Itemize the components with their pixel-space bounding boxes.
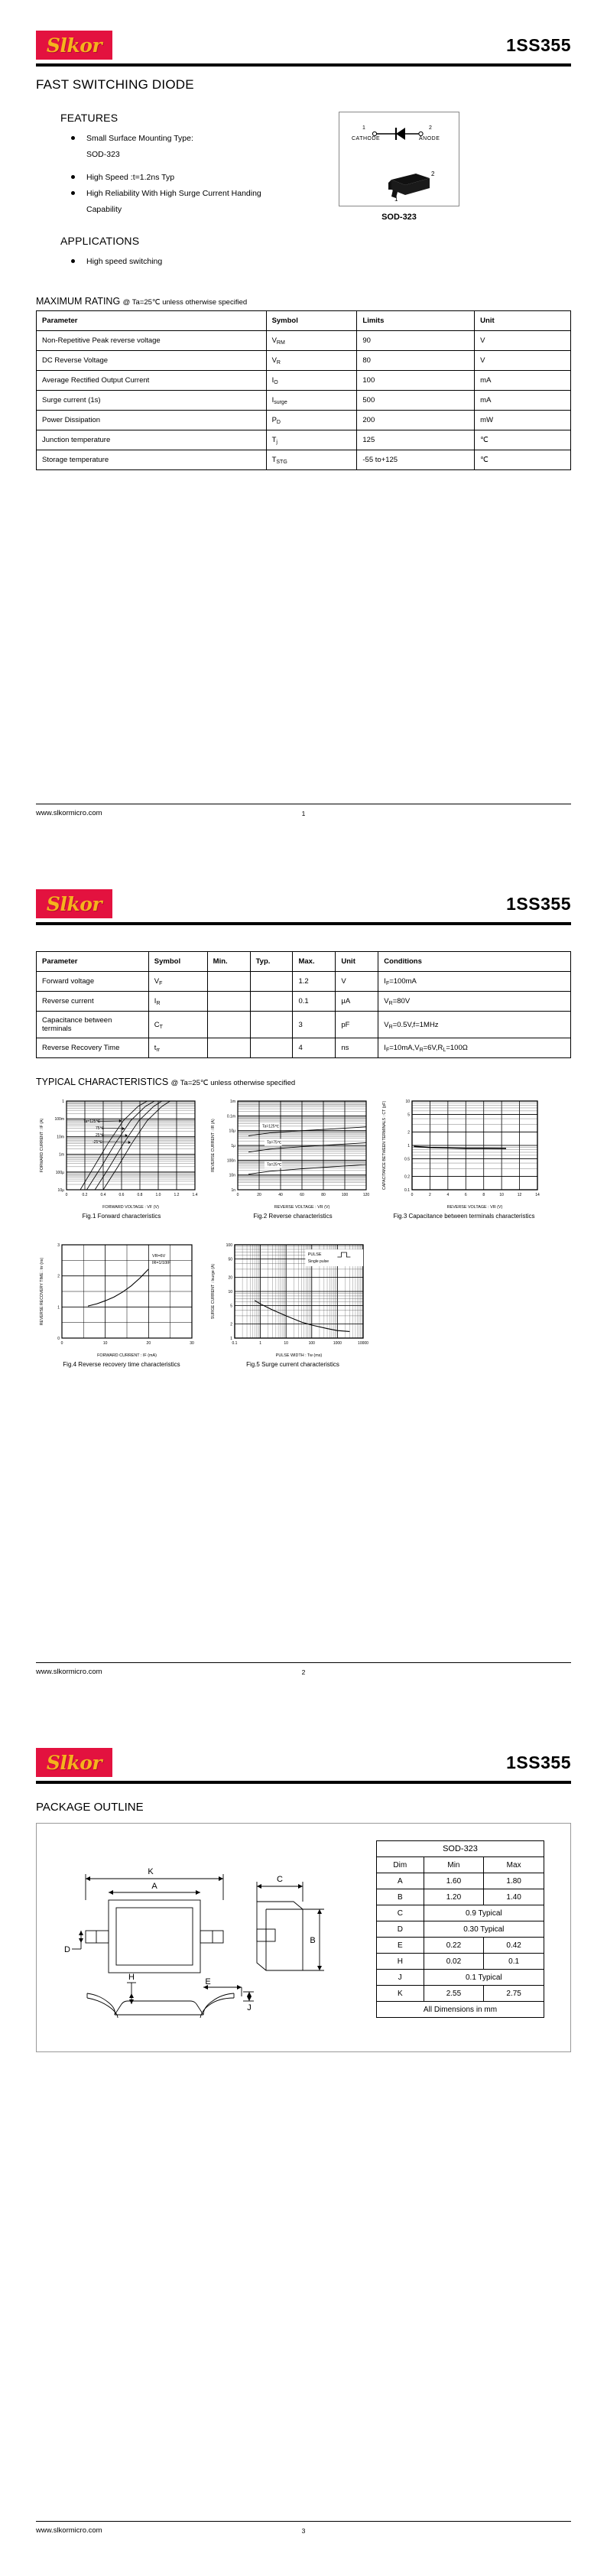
footer-page-number: 3	[301, 2526, 306, 2535]
table-row	[377, 1986, 544, 2002]
logo-text: Slkor	[46, 1751, 102, 1774]
svg-text:0.8: 0.8	[137, 1193, 143, 1197]
cell-limit: 200	[357, 411, 475, 430]
features-heading: FEATURES	[60, 112, 118, 124]
cell-limit: 500	[357, 391, 475, 411]
svg-text:30: 30	[190, 1341, 194, 1346]
figure-3	[378, 1095, 550, 1220]
cell-symbol: $C_T$	[148, 1012, 207, 1038]
svg-text:D: D	[64, 1945, 70, 1954]
dimension-table-note-row	[377, 2002, 544, 2018]
svg-text:REVERSE VOLTAGE : VR (V): REVERSE VOLTAGE : VR (V)	[446, 1205, 503, 1210]
cell-max: 0.1	[484, 1954, 544, 1970]
cell-unit: pF	[336, 1012, 378, 1038]
svg-text:1.4: 1.4	[192, 1193, 198, 1197]
page-header	[36, 1717, 571, 1777]
feature-continuation: Capability	[86, 205, 122, 214]
cell-symbol: $T_j$	[266, 430, 357, 450]
bullet-icon	[71, 191, 75, 195]
svg-text:2: 2	[407, 1130, 410, 1135]
table-row	[37, 411, 571, 430]
svg-text:1000: 1000	[333, 1341, 342, 1346]
svg-text:14: 14	[535, 1193, 540, 1197]
svg-text:REVERSE VOLTAGE : VR (V): REVERSE VOLTAGE : VR (V)	[274, 1205, 330, 1210]
svg-text:1m: 1m	[59, 1152, 64, 1158]
svg-text:20: 20	[257, 1193, 261, 1197]
cell-max: 0.1	[293, 992, 336, 1012]
cell-dim: B	[377, 1889, 424, 1905]
table-row	[377, 1954, 544, 1970]
cell-parameter: Capacitance between terminals	[37, 1012, 149, 1038]
cell-min: 0.22	[424, 1938, 484, 1954]
cell-limit: 125	[357, 430, 475, 450]
pin1-label: CATHODE	[352, 136, 381, 141]
cell-parameter: Reverse current	[37, 992, 149, 1012]
cell-min	[207, 972, 250, 992]
cell-dim: J	[377, 1970, 424, 1986]
svg-text:VR=6V: VR=6V	[152, 1254, 166, 1259]
cell-min	[207, 992, 250, 1012]
cell-symbol: $V_{RM}$	[266, 331, 357, 351]
col-header-min: Min	[424, 1857, 484, 1873]
dimension-table	[376, 1840, 544, 2018]
svg-text:0.2: 0.2	[404, 1174, 410, 1180]
table-row	[37, 331, 571, 351]
svg-text:6: 6	[464, 1193, 467, 1197]
svg-text:2: 2	[429, 1193, 431, 1197]
svg-text:CAPACITANCE BETWEEN TERMINAL: CAPACITANCE BETWEEN TERMINALS : CT (pF)	[382, 1100, 387, 1191]
col-header-dim: Dim	[377, 1857, 424, 1873]
cell-parameter: Storage temperature	[37, 450, 267, 470]
svg-text:0: 0	[60, 1341, 63, 1346]
cell-unit: mA	[475, 391, 571, 411]
dimension-table-title: SOD-323	[377, 1841, 544, 1857]
cell-unit: V	[475, 351, 571, 371]
chart-row-2	[36, 1237, 571, 1369]
svg-text:-25℃: -25℃	[93, 1140, 102, 1145]
svg-text:10n: 10n	[229, 1173, 235, 1178]
svg-text:10: 10	[499, 1193, 504, 1197]
page-footer	[36, 804, 571, 817]
cell-unit: V	[475, 331, 571, 351]
cell-typ	[250, 1012, 293, 1038]
col-header-parameter: Parameter	[37, 311, 267, 331]
part-number: 1SS355	[506, 1752, 571, 1772]
cell-symbol: $P_D$	[266, 411, 357, 430]
svg-text:0: 0	[236, 1193, 239, 1197]
svg-text:1.2: 1.2	[174, 1193, 180, 1197]
cell-unit: ℃	[475, 430, 571, 450]
fig3-chart	[378, 1095, 542, 1210]
svg-text:K: K	[148, 1867, 154, 1876]
svg-text:1: 1	[230, 1337, 232, 1341]
cell-max: 3	[293, 1012, 336, 1038]
fig4-chart	[36, 1237, 200, 1358]
dimension-table-title-row	[377, 1841, 544, 1857]
svg-text:10: 10	[228, 1290, 232, 1294]
svg-text:0: 0	[57, 1337, 60, 1341]
svg-text:10000: 10000	[358, 1341, 368, 1346]
cell-symbol: $I_R$	[148, 992, 207, 1012]
svg-text:25℃: 25℃	[96, 1133, 105, 1138]
svg-text:75℃: 75℃	[96, 1126, 105, 1131]
figure-4-caption: Fig.4 Reverse recovery time characteristics	[63, 1361, 180, 1368]
svg-text:10μ: 10μ	[229, 1129, 235, 1134]
svg-text:Ta=25℃: Ta=25℃	[267, 1162, 282, 1168]
application-text: High speed switching	[86, 257, 163, 266]
cell-max: 1.80	[484, 1873, 544, 1889]
charts-condition: @ Ta=25℃ unless otherwise specified	[170, 1079, 296, 1087]
table-row	[377, 1889, 544, 1905]
page-3	[0, 1717, 607, 2576]
typical-characteristics-caption	[36, 1077, 571, 1087]
svg-text:FORWARD CURRENT : IF (mA): FORWARD CURRENT : IF (mA)	[97, 1353, 157, 1358]
cell-value: 0.9 Typical	[424, 1905, 544, 1921]
max-rating-table	[36, 310, 571, 470]
applications-list	[60, 254, 311, 270]
svg-text:REVERSE RECOVERY TIME : trr (n: REVERSE RECOVERY TIME : trr (ns)	[40, 1257, 44, 1326]
cell-dim: H	[377, 1954, 424, 1970]
figure-5	[207, 1237, 378, 1369]
feature-text: High Speed :t=1.2ns Typ	[86, 173, 175, 182]
table-row	[37, 391, 571, 411]
charts-title: TYPICAL CHARACTERISTICS	[36, 1077, 169, 1087]
figure-2	[207, 1095, 378, 1220]
footer-website: www.slkormicro.com	[36, 809, 102, 817]
svg-text:80: 80	[321, 1193, 326, 1197]
bullet-icon	[71, 136, 75, 140]
footer-website: www.slkormicro.com	[36, 2526, 102, 2535]
svg-text:2: 2	[230, 1322, 232, 1327]
cell-unit: ℃	[475, 450, 571, 470]
cell-symbol: $V_R$	[266, 351, 357, 371]
slkor-logo	[36, 31, 112, 60]
part-number: 1SS355	[506, 893, 571, 914]
svg-text:0.4: 0.4	[100, 1193, 106, 1197]
svg-text:1: 1	[62, 1100, 64, 1104]
svg-text:3: 3	[57, 1243, 60, 1248]
col-header-symbol: Symbol	[266, 311, 357, 331]
col-header-unit: Unit	[475, 311, 571, 331]
max-rating-title: MAXIMUM RATING	[36, 296, 121, 307]
list-item	[71, 131, 311, 147]
table-row	[37, 972, 571, 992]
package-pin1-number: 1	[394, 196, 398, 203]
fig1-chart	[36, 1095, 200, 1210]
svg-text:Ta=125℃: Ta=125℃	[83, 1119, 101, 1124]
svg-text:5: 5	[230, 1304, 232, 1309]
cell-min: 1.60	[424, 1873, 484, 1889]
cell-parameter: Junction temperature	[37, 430, 267, 450]
cell-unit: mA	[475, 371, 571, 391]
cell-parameter: DC Reverse Voltage	[37, 351, 267, 371]
svg-text:100μ: 100μ	[55, 1170, 64, 1175]
svg-text:100m: 100m	[54, 1117, 64, 1122]
svg-text:10μ: 10μ	[57, 1188, 64, 1193]
cell-dim: D	[377, 1921, 424, 1938]
fig5-chart	[207, 1237, 371, 1358]
pin1-number: 1	[362, 125, 365, 131]
svg-text:100: 100	[226, 1243, 232, 1248]
feature-text: High Reliability With High Surge Current Handing	[86, 189, 261, 198]
cell-unit: μA	[336, 992, 378, 1012]
cell-dim: A	[377, 1873, 424, 1889]
cell-conditions: $I_F=10mA,V_R=6V,R_L=100\Omega$	[378, 1038, 571, 1058]
cell-conditions: $V_R=0.5V,f=1MHz$	[378, 1012, 571, 1038]
page-2	[0, 859, 607, 1717]
svg-text:1.0: 1.0	[155, 1193, 161, 1197]
cell-parameter: Non-Repetitive Peak reverse voltage	[37, 331, 267, 351]
figure-3-caption: Fig.3 Capacitance between terminals characteristics	[393, 1213, 535, 1220]
svg-text:20: 20	[228, 1275, 232, 1281]
cell-unit: ns	[336, 1038, 378, 1058]
svg-text:100n: 100n	[226, 1158, 235, 1164]
table-header-row	[377, 1857, 544, 1873]
svg-text:PULSE: PULSE	[307, 1252, 322, 1257]
pin2-label: ANODE	[419, 136, 440, 141]
svg-text:1μ: 1μ	[231, 1144, 235, 1148]
package-outline-heading: PACKAGE OUTLINE	[36, 1801, 144, 1814]
cell-min	[207, 1012, 250, 1038]
figure-2-caption: Fig.2 Reverse characteristics	[253, 1213, 333, 1220]
features-and-symbol	[36, 112, 571, 270]
svg-text:Single pulse: Single pulse	[307, 1259, 329, 1264]
cell-parameter: Average Rectified Output Current	[37, 371, 267, 391]
list-item	[71, 170, 311, 186]
package-dimension-drawing	[41, 1824, 332, 2051]
svg-text:40: 40	[278, 1193, 283, 1197]
features-column	[36, 112, 311, 270]
svg-text:1: 1	[57, 1305, 60, 1311]
table-row	[377, 1921, 544, 1938]
svg-text:A: A	[151, 1882, 157, 1891]
symbol-box	[339, 112, 459, 206]
figure-5-caption: Fig.5 Surge current characteristics	[246, 1361, 339, 1368]
slkor-logo	[36, 1748, 112, 1777]
bullet-icon	[71, 175, 75, 179]
cell-limit: 80	[357, 351, 475, 371]
bullet-icon	[71, 259, 75, 263]
feature-text: Small Surface Mounting Type:	[86, 134, 193, 143]
feature-continuation: SOD-323	[86, 150, 120, 159]
col-header-conditions: Conditions	[378, 952, 571, 972]
page-1	[0, 0, 607, 859]
cell-dim: E	[377, 1938, 424, 1954]
table-row	[37, 450, 571, 470]
svg-text:Ta=75℃: Ta=75℃	[267, 1140, 282, 1145]
cell-max: 4	[293, 1038, 336, 1058]
svg-text:FORWARD CURRENT : IF (A): FORWARD CURRENT : IF (A)	[40, 1118, 44, 1173]
svg-text:100: 100	[341, 1193, 349, 1197]
fig2-chart	[207, 1095, 371, 1210]
svg-text:0.5: 0.5	[404, 1157, 410, 1162]
cell-dim: K	[377, 1986, 424, 2002]
svg-text:B: B	[310, 1936, 316, 1945]
svg-text:REVERSE CURRENT : IR (A): REVERSE CURRENT : IR (A)	[211, 1119, 216, 1172]
col-header-max: Max.	[293, 952, 336, 972]
header-rule	[36, 922, 571, 925]
svg-text:4: 4	[446, 1193, 450, 1197]
svg-text:0: 0	[411, 1193, 414, 1197]
package-pin2-number: 2	[431, 171, 435, 177]
svg-text:1: 1	[407, 1144, 410, 1148]
col-header-min: Min.	[207, 952, 250, 972]
cell-max: 2.75	[484, 1986, 544, 2002]
figure-4	[36, 1237, 207, 1369]
svg-text:1n: 1n	[231, 1188, 235, 1193]
svg-text:5: 5	[407, 1113, 410, 1118]
cell-symbol: $V_F$	[148, 972, 207, 992]
document-title: FAST SWITCHING DIODE	[36, 77, 194, 92]
table-row	[377, 1905, 544, 1921]
cell-max: 1.2	[293, 972, 336, 992]
cell-symbol: $t_{rr}$	[148, 1038, 207, 1058]
cell-unit: V	[336, 972, 378, 992]
svg-text:IR=1/10IF: IR=1/10IF	[152, 1261, 170, 1265]
svg-text:2: 2	[57, 1274, 60, 1279]
header-rule	[36, 1781, 571, 1784]
cell-parameter: Forward voltage	[37, 972, 149, 992]
svg-text:PULSE WIDTH : Tw (ms): PULSE WIDTH : Tw (ms)	[275, 1353, 323, 1358]
cell-max: 1.40	[484, 1889, 544, 1905]
table-row	[377, 1873, 544, 1889]
table-row	[37, 371, 571, 391]
svg-text:H: H	[128, 1973, 135, 1982]
cell-limit: 100	[357, 371, 475, 391]
svg-text:0.1m: 0.1m	[226, 1114, 235, 1119]
cell-value: 0.30 Typical	[424, 1921, 544, 1938]
table-row	[37, 351, 571, 371]
diode-symbol-drawing	[339, 112, 459, 206]
cell-parameter: Reverse Recovery Time	[37, 1038, 149, 1058]
svg-text:10m: 10m	[57, 1135, 64, 1140]
table-row	[377, 1938, 544, 1954]
features-list	[60, 170, 311, 202]
table-row	[37, 430, 571, 450]
table-row	[37, 1038, 571, 1058]
cell-conditions: $V_R=80V$	[378, 992, 571, 1012]
pin2-number: 2	[429, 125, 432, 131]
max-rating-condition: @ Ta=25℃ unless otherwise specified	[122, 298, 248, 307]
svg-text:FORWARD VOLTAGE : VF (V): FORWARD VOLTAGE : VF (V)	[102, 1205, 159, 1210]
svg-text:J: J	[247, 2003, 252, 2012]
svg-text:20: 20	[146, 1341, 151, 1346]
col-header-symbol: Symbol	[148, 952, 207, 972]
svg-text:10: 10	[284, 1341, 288, 1346]
page-header	[36, 859, 571, 918]
svg-text:10: 10	[405, 1100, 410, 1104]
footer-page-number: 2	[301, 1668, 306, 1676]
footer-page-number: 1	[301, 809, 306, 817]
table-header-row	[37, 952, 571, 972]
list-item	[71, 254, 311, 270]
slkor-logo	[36, 889, 112, 918]
figure-1	[36, 1095, 207, 1220]
svg-text:0.6: 0.6	[118, 1193, 125, 1197]
svg-text:100: 100	[308, 1341, 315, 1346]
cell-dim: C	[377, 1905, 424, 1921]
figure-1-caption: Fig.1 Forward characteristics	[82, 1213, 161, 1220]
cell-parameter: Surge current (1s)	[37, 391, 267, 411]
svg-text:C: C	[277, 1875, 283, 1884]
cell-limit: -55 to+125	[357, 450, 475, 470]
svg-text:0.2: 0.2	[82, 1193, 88, 1197]
cell-symbol: $I_O$	[266, 371, 357, 391]
col-header-limits: Limits	[357, 311, 475, 331]
cell-typ	[250, 1038, 293, 1058]
cell-typ	[250, 992, 293, 1012]
table-row	[37, 992, 571, 1012]
svg-text:E: E	[205, 1977, 211, 1986]
features-list	[60, 131, 311, 147]
svg-text:0.1: 0.1	[232, 1341, 238, 1346]
applications-heading: APPLICATIONS	[60, 235, 140, 247]
cell-symbol: $I_{surge}$	[266, 391, 357, 411]
cell-min: 0.02	[424, 1954, 484, 1970]
table-header-row	[37, 311, 571, 331]
page-footer	[36, 2521, 571, 2535]
table-row	[377, 1970, 544, 1986]
cell-min: 1.20	[424, 1889, 484, 1905]
svg-text:8: 8	[482, 1193, 485, 1197]
svg-text:120: 120	[362, 1193, 370, 1197]
svg-text:Ta=125℃: Ta=125℃	[262, 1124, 280, 1129]
svg-text:0: 0	[65, 1193, 68, 1197]
cell-limit: 90	[357, 331, 475, 351]
col-header-parameter: Parameter	[37, 952, 149, 972]
page-header	[36, 0, 571, 60]
header-rule	[36, 63, 571, 67]
symbol-caption: SOD-323	[381, 213, 417, 222]
symbol-column	[311, 112, 459, 270]
cell-conditions: $I_F=100mA$	[378, 972, 571, 992]
svg-text:SURGE CURRENT : Isurge (A): SURGE CURRENT : Isurge (A)	[211, 1263, 216, 1320]
logo-text: Slkor	[46, 892, 102, 915]
chart-row-1	[36, 1095, 571, 1220]
col-header-unit: Unit	[336, 952, 378, 972]
cell-symbol: $T_{STG}$	[266, 450, 357, 470]
svg-text:1m: 1m	[230, 1100, 235, 1104]
cell-value: 0.1 Typical	[424, 1970, 544, 1986]
svg-text:12: 12	[517, 1193, 522, 1197]
svg-text:60: 60	[300, 1193, 304, 1197]
cell-typ	[250, 972, 293, 992]
max-rating-caption	[36, 296, 571, 307]
package-drawing-box	[36, 1823, 571, 2052]
cell-min	[207, 1038, 250, 1058]
table-row	[37, 1012, 571, 1038]
cell-max: 0.42	[484, 1938, 544, 1954]
electrical-characteristics-table	[36, 951, 571, 1058]
cell-parameter: Power Dissipation	[37, 411, 267, 430]
dimension-table-note: All Dimensions in mm	[377, 2002, 544, 2018]
page-footer	[36, 1662, 571, 1676]
col-header-typ: Typ.	[250, 952, 293, 972]
part-number: 1SS355	[506, 34, 571, 55]
svg-text:0.1: 0.1	[404, 1188, 410, 1193]
svg-text:50: 50	[228, 1257, 232, 1262]
cell-min: 2.55	[424, 1986, 484, 2002]
logo-text: Slkor	[46, 34, 102, 57]
list-item	[71, 186, 311, 202]
cell-unit: mW	[475, 411, 571, 430]
col-header-max: Max	[484, 1857, 544, 1873]
svg-text:1: 1	[259, 1341, 261, 1346]
footer-website: www.slkormicro.com	[36, 1668, 102, 1676]
svg-text:10: 10	[102, 1341, 108, 1346]
